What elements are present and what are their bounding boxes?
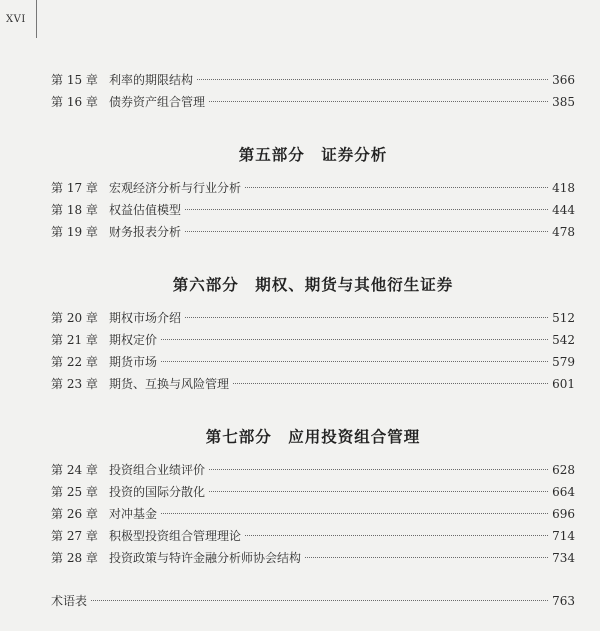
chapter-title: 期货市场 [109,355,158,369]
part-heading-5: 第五部分 证券分析 [238,146,388,164]
chapter-number: 第 17 章 [51,181,98,195]
page-ref: 714 [552,529,575,543]
chapter-number: 第 23 章 [51,377,98,391]
page-ref: 579 [552,355,575,369]
chapter-number: 第 18 章 [51,203,98,217]
dot-leader [209,469,548,470]
page-ref: 696 [552,507,575,521]
chapter-title: 投资的国际分散化 [109,485,206,499]
part-heading-6: 第六部分 期权、期货与其他衍生证券 [172,276,454,294]
toc-entry-ch16[interactable] [51,91,575,113]
chapter-title: 积极型投资组合管理理论 [109,529,242,543]
dot-leader [161,339,548,340]
page-ref: 366 [552,73,575,87]
margin-rule [36,0,37,38]
page-ref: 478 [552,225,575,239]
dot-leader [209,491,548,492]
page-ref: 542 [552,333,575,347]
toc-entry-ch28[interactable] [51,547,575,569]
chapter-number: 第 15 章 [51,73,98,87]
chapter-title: 期权市场介绍 [109,311,182,325]
table-of-contents [51,69,575,612]
chapter-title: 投资组合业绩评价 [109,463,206,477]
chapter-number: 第 28 章 [51,551,98,565]
chapter-title: 权益估值模型 [109,203,182,217]
chapter-title: 期货、互换与风险管理 [109,377,230,391]
page-ref: 444 [552,203,575,217]
chapter-number: 第 25 章 [51,485,98,499]
chapter-number: 第 27 章 [51,529,98,543]
toc-entry-ch27[interactable] [51,525,575,547]
dot-leader [161,513,548,514]
page-ref: 734 [552,551,575,565]
chapter-number: 第 20 章 [51,311,98,325]
glossary-title: 术语表 [51,594,88,608]
dot-leader [233,383,548,384]
chapter-number: 第 16 章 [51,95,98,109]
toc-entry-ch19[interactable] [51,221,575,243]
dot-leader [161,361,548,362]
chapter-title: 投资政策与特许金融分析师协会结构 [109,551,302,565]
chapter-number: 第 24 章 [51,463,98,477]
dot-leader [185,231,548,232]
dot-leader [245,535,548,536]
chapter-title: 利率的期限结构 [109,73,194,87]
page-ref: 601 [552,377,575,391]
toc-entry-ch23[interactable] [51,373,575,395]
chapter-title: 期权定价 [109,333,158,347]
toc-entry-ch22[interactable] [51,351,575,373]
toc-entry-ch15[interactable] [51,69,575,91]
toc-entry-ch26[interactable] [51,503,575,525]
dot-leader [197,79,548,80]
dot-leader [245,187,548,188]
page-ref: 418 [552,181,575,195]
chapter-title: 宏观经济分析与行业分析 [109,181,242,195]
toc-entry-ch18[interactable] [51,199,575,221]
page-ref: 512 [552,311,575,325]
chapter-number: 第 21 章 [51,333,98,347]
page-number: XVI [6,14,26,25]
chapter-title: 债券资产组合管理 [109,95,206,109]
page-ref: 628 [552,463,575,477]
dot-leader [91,600,548,601]
page-ref: 385 [552,95,575,109]
toc-entry-glossary[interactable] [51,590,575,612]
dot-leader [305,557,548,558]
toc-entry-ch25[interactable] [51,481,575,503]
dot-leader [185,209,548,210]
chapter-number: 第 22 章 [51,355,98,369]
toc-entry-ch24[interactable] [51,459,575,481]
toc-entry-ch20[interactable] [51,307,575,329]
dot-leader [185,317,548,318]
dot-leader [209,101,548,102]
chapter-title: 财务报表分析 [109,225,182,239]
chapter-title: 对冲基金 [109,507,158,521]
chapter-number: 第 19 章 [51,225,98,239]
toc-entry-ch21[interactable] [51,329,575,351]
toc-entry-ch17[interactable] [51,177,575,199]
part-heading-7: 第七部分 应用投资组合管理 [205,428,421,446]
chapter-number: 第 26 章 [51,507,98,521]
page-ref: 763 [552,594,575,608]
page-ref: 664 [552,485,575,499]
